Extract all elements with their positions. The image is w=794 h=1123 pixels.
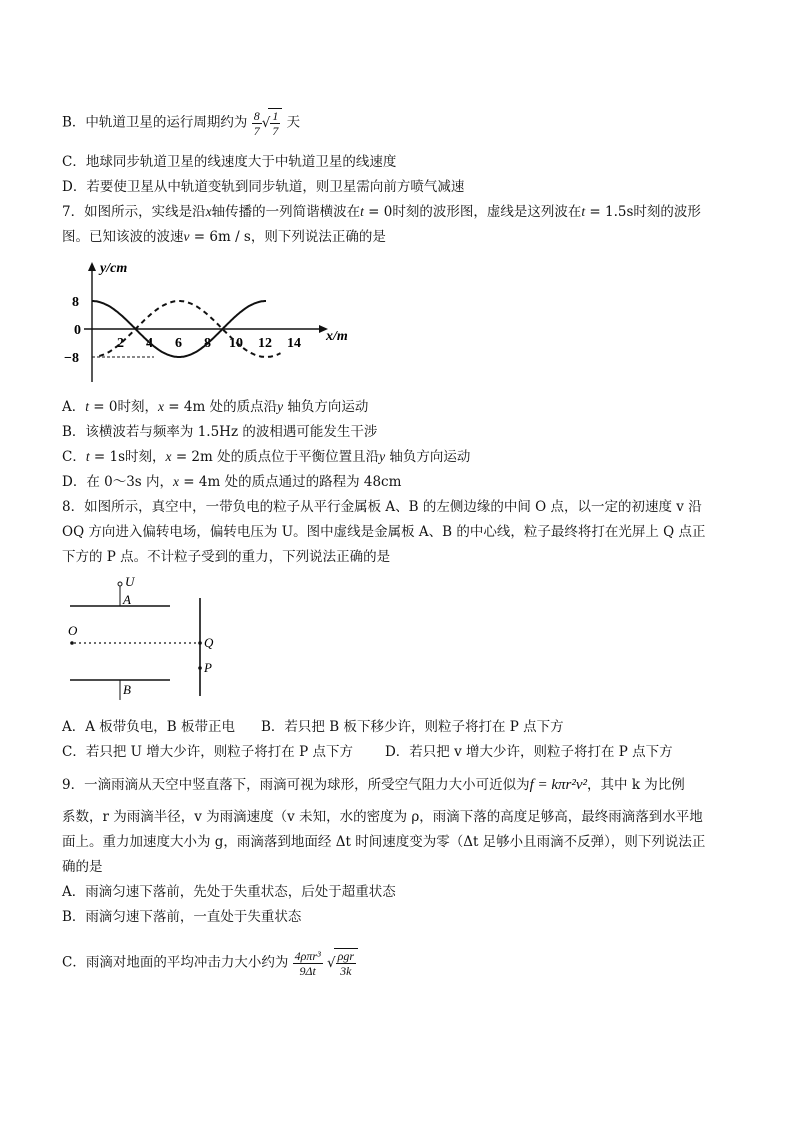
y-axis-arrow — [88, 262, 96, 271]
q9-stem-line1: 9．一滴雨滴从天空中竖直落下，雨滴可视为球形，所受空气阻力大小可近似为f = kπr²v²，其中 k 为比例 — [62, 777, 685, 793]
q7-stem-line2: 图。已知该波的波速v = 6m / s，则下列说法正确的是 — [62, 229, 386, 245]
label-p: P — [204, 660, 212, 675]
x-tick-2: 2 — [117, 336, 124, 351]
x-tick-10: 10 — [229, 336, 243, 351]
label-b: B — [123, 682, 131, 697]
q7-stem-line1: 7．如图所示，实线是沿x轴传播的一列简谐横波在t = 0时刻的波形图，虚线是这列波在t = 1.5s时刻的波形 — [62, 204, 701, 220]
label-u: U — [125, 574, 135, 589]
x-tick-12: 12 — [258, 336, 272, 351]
q8-options-cd: C．若只把 U 增大少许，则粒子将打在 P 点下方 D．若只把 v 增大少许，则粒子将打在 P 点下方 — [62, 744, 673, 760]
q9-c-fraction: $\frac{\text{4ρπr³}}{9\Delta t}$ — [294, 948, 321, 978]
q8-stem-line3: 下方的 P 点。不计粒子受到的重力，下列说法正确的是 — [62, 549, 391, 565]
label-o: O — [68, 623, 78, 638]
q8-stem-line1: 8．如图所示，真空中，一带负电的粒子从平行金属板 A、B 的左侧边缘的中间 O 点，以一定的初速度 v 沿 — [62, 499, 702, 515]
q9-option-c: C．雨滴对地面的平均冲击力大小约为 $\frac{\text{4ρπr³}}{9\Delta t}$ √ $\frac{\text{ρgr}}{3k}$ — [62, 948, 358, 978]
x-axis-label: x/m — [326, 329, 348, 344]
q9-stem-line4: 确的是 — [62, 859, 103, 875]
q7-option-d: D．在 0～3s 内，x = 4m 处的质点通过的路程为 48cm — [62, 474, 402, 490]
q7-option-b: B．该横波若与频率为 1.5Hz 的波相遇可能发生干涉 — [62, 424, 378, 440]
point-q — [198, 641, 202, 645]
terminal-u — [118, 582, 122, 586]
q6-option-d: D．若要使卫星从中轨道变轨到同步轨道，则卫星需向前方喷气减速 — [62, 179, 465, 195]
q7-wave-figure — [62, 258, 362, 393]
q6-option-c: C．地球同步轨道卫星的线速度大于中轨道卫星的线速度 — [62, 154, 397, 170]
point-p — [198, 666, 202, 670]
q9-stem-line3: 面上。重力加速度大小为 g，雨滴落到地面经 Δt 时间速度变为零（Δt 足够小且雨滴不反弹），则下列说法正 — [62, 834, 706, 850]
q8-stem-line2: OQ 方向进入偏转电场，偏转电压为 U。图中虚线是金属板 A、B 的中心线，粒子最终将打在光屏上 Q 点正 — [62, 524, 706, 540]
label-a: A — [123, 592, 131, 607]
q6-b-fraction: $\frac{8}{7}$ — [253, 108, 260, 138]
point-o — [70, 641, 74, 645]
x-tick-14: 14 — [287, 336, 301, 351]
y-tick-0: 0 — [74, 323, 81, 338]
q9-option-a: A．雨滴匀速下落前，先处于失重状态，后处于超重状态 — [62, 884, 396, 900]
q9-c-sqrt: √ $\frac{\text{ρgr}}{3k}$ — [327, 948, 358, 978]
x-tick-6: 6 — [175, 336, 182, 351]
y-tick-8: 8 — [72, 295, 79, 310]
y-tick-neg8: −8 — [64, 351, 79, 366]
q8-deflection-figure — [62, 572, 232, 707]
q6-b-sqrt: √ $\frac{1}{7}$ — [262, 108, 283, 138]
q7-option-a: A．t = 0时刻，x = 4m 处的质点沿y 轴负方向运动 — [62, 399, 369, 415]
q6-option-b: B．中轨道卫星的运行周期约为 $\frac{8}{7}$ √ $\frac{1}{7}$ 天 — [62, 108, 301, 138]
q7-option-c: C．t = 1s时刻，x = 2m 处的质点位于平衡位置且沿y 轴负方向运动 — [62, 449, 471, 465]
label-q: Q — [204, 635, 214, 650]
q8-options-ab: A．A 板带负电，B 板带正电 B．若只把 B 板下移少许，则粒子将打在 P 点下方 — [62, 719, 564, 735]
x-tick-4: 4 — [146, 336, 153, 351]
q9-option-b: B．雨滴匀速下落前，一直处于失重状态 — [62, 909, 302, 925]
y-axis-label: y/cm — [100, 261, 128, 276]
q9-stem-line2: 系数，r 为雨滴半径，v 为雨滴速度（v 未知，水的密度为 ρ，雨滴下落的高度足够高，最终雨滴落到水平地 — [62, 809, 703, 825]
x-tick-8: 8 — [204, 336, 211, 351]
